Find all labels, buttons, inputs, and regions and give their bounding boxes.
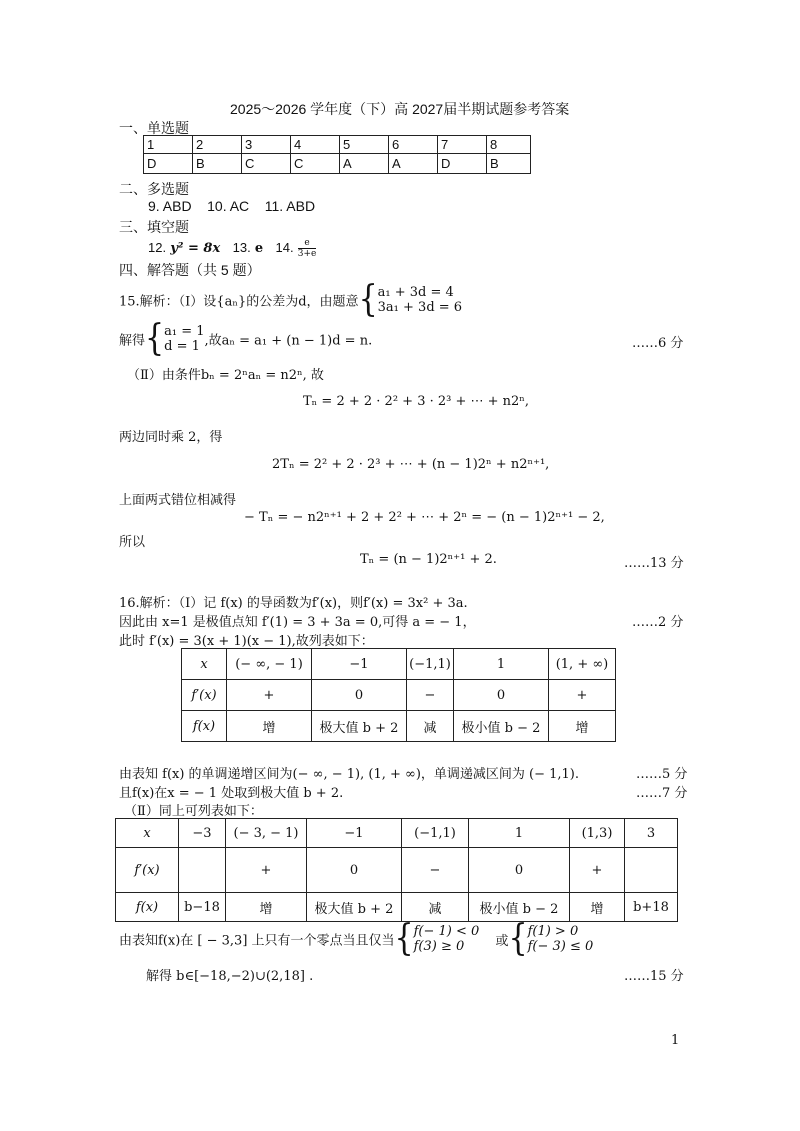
solve-text: ,故aₙ = a₁ + (n − 1)d = n. (204, 333, 373, 349)
problem-16-line3: 此时 f′(x) = 3(x + 1)(x − 1),故列表如下： (119, 634, 374, 649)
problem-16-line2: 因此由 x=1 是极值点知 f′(1) = 3 + 3a = 0,可得 a = − 1， (119, 615, 476, 630)
multi-choice-answers: 9. ABD 10. AC 11. ABD (148, 198, 316, 214)
answer-14-fraction (298, 238, 317, 259)
problem-15-solve (119, 317, 373, 360)
table-cell: 2 (193, 136, 242, 154)
equation-system (164, 324, 204, 354)
table-cell: (− ∞, − 1) (227, 649, 312, 680)
table-cell: f(x) (116, 893, 179, 922)
problem-15-text: 15.解析：（Ⅰ）设{aₙ}的公差为d，由题意 (119, 294, 359, 310)
equation-line: a₁ + 3d = 4 (377, 285, 454, 300)
table-cell (625, 848, 678, 893)
table-row (182, 711, 616, 742)
table-cell: 4 (291, 136, 340, 154)
table-cell: x (116, 819, 179, 848)
fill-blank-answers (148, 238, 316, 259)
table-cell: − (402, 848, 469, 893)
table-cell: x (182, 649, 227, 680)
table-cell: 0 (469, 848, 570, 893)
condition-line: f(3) ≥ 0 (413, 939, 465, 954)
table-row (144, 154, 531, 174)
table-cell: + (549, 680, 616, 711)
solve-prefix: 解得 (119, 333, 146, 349)
table-cell: C (242, 154, 291, 174)
derivative-table-1 (181, 648, 616, 742)
score-marker: ……7 分 (636, 786, 688, 801)
section-heading-solutions: 四、解答题（共 5 题） (119, 262, 261, 278)
answer-13: e (254, 241, 264, 256)
table-cell: f′(x) (182, 680, 227, 711)
problem-15-part2: （Ⅱ）由条件bₙ = 2ⁿaₙ = n2ⁿ, 故 (127, 368, 324, 383)
table-cell: 1 (144, 136, 193, 154)
score-marker: ……6 分 (632, 336, 684, 351)
table-cell: D (144, 154, 193, 174)
table-cell: A (340, 154, 389, 174)
equation-tn: Tₙ = 2 + 2 · 2² + 3 · 2³ + ⋯ + n2ⁿ, (303, 394, 530, 409)
table-cell: 极大值 b + 2 (307, 893, 402, 922)
table-cell: (−1,1) (402, 819, 469, 848)
table-cell: −1 (307, 819, 402, 848)
table-cell: B (193, 154, 242, 174)
left-brace-icon: { (394, 917, 414, 960)
table-cell: b−18 (179, 893, 226, 922)
problem-16-line1: 16.解析：（Ⅰ）记 f(x) 的导函数为f′(x)，则f′(x) = 3x² + 3a. (119, 596, 468, 611)
table-cell: C (291, 154, 340, 174)
table-cell: 增 (549, 711, 616, 742)
equation-system (378, 285, 462, 315)
table-cell: (−1,1) (407, 649, 454, 680)
section-heading-fill-blank: 三、填空题 (119, 219, 189, 235)
condition-line: f(− 1) < 0 (413, 924, 480, 939)
table-row (144, 136, 531, 154)
table-row (182, 649, 616, 680)
table-cell: (1, + ∞) (549, 649, 616, 680)
table-cell: 0 (307, 848, 402, 893)
table-cell: 0 (312, 680, 407, 711)
question-number: 14. (275, 240, 294, 255)
table-cell: + (227, 680, 312, 711)
table-cell: D (438, 154, 487, 174)
table-cell: 减 (407, 711, 454, 742)
equation-2tn: 2Tₙ = 2² + 2 · 2³ + ⋯ + (n − 1)2ⁿ + n2ⁿ⁺¹, (272, 457, 550, 472)
table-cell: (− 3, − 1) (226, 819, 307, 848)
page-title: 2025～2026 学年度（下）高 2027届半期试题参考答案 (230, 101, 570, 117)
table-cell: 1 (469, 819, 570, 848)
answer-12: y² = 8x (170, 241, 221, 256)
condition-line: f(1) > 0 (527, 924, 579, 939)
score-marker: ……2 分 (632, 615, 684, 630)
equation-line: 3a₁ + 3d = 6 (377, 300, 463, 315)
table-cell: + (570, 848, 625, 893)
question-number: 13. (232, 240, 251, 255)
problem-15-intro (119, 278, 463, 321)
table-cell: 6 (389, 136, 438, 154)
equation-result: Tₙ = (n − 1)2ⁿ⁺¹ + 2. (360, 552, 497, 567)
derivative-table-2 (115, 818, 678, 922)
page-number: 1 (671, 1033, 680, 1048)
problem-16-line8: 解得 b∈[−18,−2)∪(2,18] . (146, 969, 314, 984)
section-heading-multi-choice: 二、多选题 (119, 181, 189, 197)
condition-text: 由表知f(x)在 [ − 3,3] 上只有一个零点当且仅当 (119, 933, 395, 949)
table-cell: 1 (454, 649, 549, 680)
problem-16-line4: 由表知 f(x) 的单调递增区间为(− ∞, − 1), (1, + ∞)，单调递减区间为 (− 1,1). (119, 767, 580, 782)
score-marker: ……13 分 (624, 556, 684, 571)
equation-minus-tn: − Tₙ = − n2ⁿ⁺¹ + 2 + 2² + ⋯ + 2ⁿ = − (n − 1)2ⁿ⁺¹ − 2, (244, 510, 605, 525)
fraction-numerator: e (304, 238, 310, 248)
or-text: 或 (495, 933, 509, 949)
table-cell: b+18 (625, 893, 678, 922)
table-cell: 增 (570, 893, 625, 922)
left-brace-icon: { (145, 317, 165, 360)
table-cell: (1,3) (570, 819, 625, 848)
table-cell: 7 (438, 136, 487, 154)
fraction-denominator: 3+e (297, 249, 317, 259)
table-cell: A (389, 154, 438, 174)
table-cell: 3 (625, 819, 678, 848)
table-cell: + (226, 848, 307, 893)
table-cell: 8 (487, 136, 531, 154)
condition-line: f(− 3) ≤ 0 (527, 939, 594, 954)
problem-16-line7 (119, 917, 594, 960)
section-heading-single-choice: 一、单选题 (119, 120, 189, 136)
problem-16-line5: 且f(x)在x = − 1 处取到极大值 b + 2. (119, 786, 344, 801)
table-row (116, 848, 678, 893)
single-choice-table (143, 135, 531, 174)
table-cell: 增 (226, 893, 307, 922)
table-cell: 极大值 b + 2 (312, 711, 407, 742)
left-brace-icon: { (508, 917, 528, 960)
table-cell: 增 (227, 711, 312, 742)
condition-system-1 (414, 924, 480, 954)
table-cell: 0 (454, 680, 549, 711)
table-cell: f′(x) (116, 848, 179, 893)
text-multiply: 两边同时乘 2，得 (119, 430, 223, 445)
table-cell: B (487, 154, 531, 174)
table-row (182, 680, 616, 711)
table-row (116, 819, 678, 848)
table-cell: −1 (312, 649, 407, 680)
problem-16-line6: （Ⅱ）同上可列表如下： (124, 804, 263, 819)
question-number: 12. (148, 240, 167, 255)
left-brace-icon: { (358, 278, 378, 321)
table-cell: f(x) (182, 711, 227, 742)
table-cell (179, 848, 226, 893)
table-cell: 3 (242, 136, 291, 154)
table-cell: −3 (179, 819, 226, 848)
table-cell: 极小值 b − 2 (454, 711, 549, 742)
text-subtract: 上面两式错位相减得 (119, 493, 237, 508)
table-cell: 5 (340, 136, 389, 154)
text-therefore: 所以 (119, 535, 146, 550)
equation-line: a₁ = 1 (164, 324, 205, 339)
table-cell: 极小值 b − 2 (469, 893, 570, 922)
equation-line: d = 1 (164, 339, 200, 354)
score-marker: ……5 分 (636, 767, 688, 782)
condition-system-2 (528, 924, 594, 954)
table-cell: 减 (402, 893, 469, 922)
score-marker: ……15 分 (624, 969, 684, 984)
table-cell: − (407, 680, 454, 711)
